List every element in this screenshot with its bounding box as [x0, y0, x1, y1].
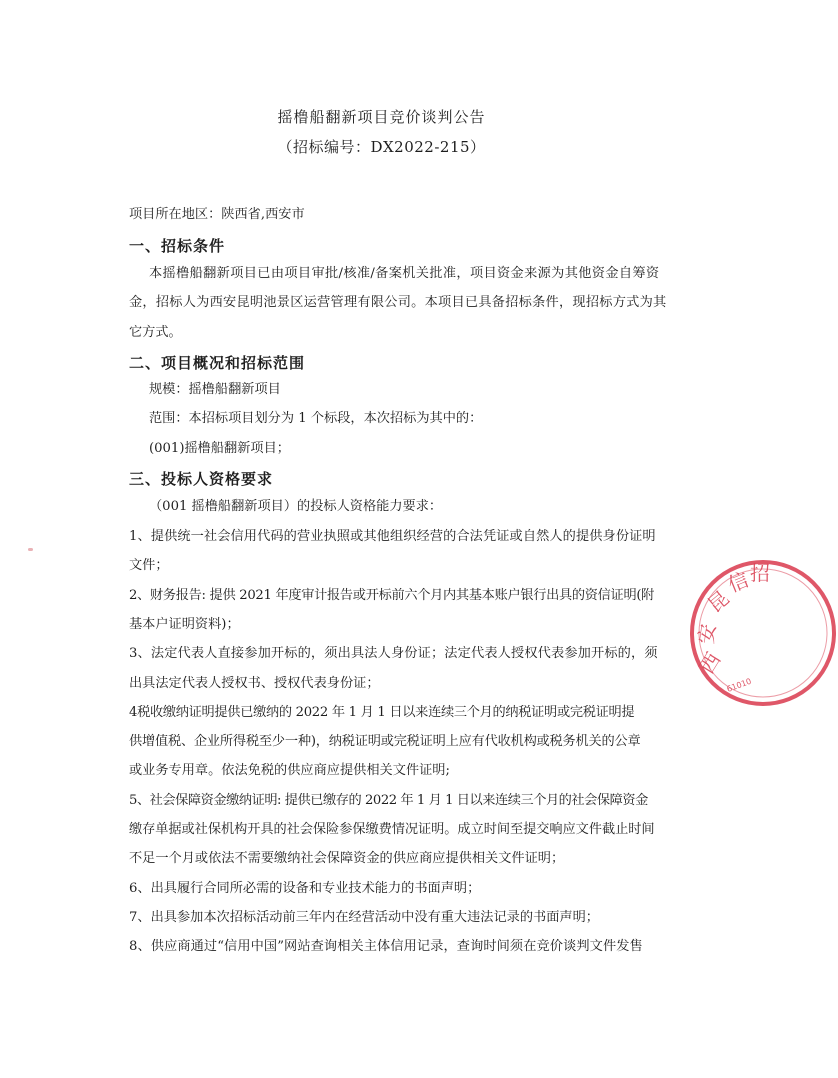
section-heading-overview: 二、项目概况和招标范围: [129, 354, 306, 372]
section-3-line-12: 缴存单据或社保机构开具的社会保险参保缴费情况证明。成立时间至提交响应文件截止时间: [129, 822, 655, 837]
section-3-line-15: 7、出具参加本次招标活动前三年内在经营活动中没有重大违法记录的书面声明；: [129, 910, 599, 925]
section-2-line-3: (001)摇橹船翻新项目；: [149, 441, 290, 456]
section-3-line-3: 文件；: [129, 558, 169, 573]
section-3-line-4: 2、财务报告: 提供 2021 年度审计报告或开标前六个月内其基本账户银行出具的资信证明(附: [129, 588, 655, 603]
section-1-line-3: 它方式。: [129, 325, 182, 340]
section-3-line-5: 基本户证明资料)；: [129, 617, 240, 632]
section-3-line-14: 6、出具履行合同所必需的设备和专业技术能力的书面声明；: [129, 881, 481, 896]
section-3-line-11: 5、社会保障资金缴纳证明: 提供已缴存的 2022 年 1 月 1 日以来连续三个月的社会保障资金: [129, 793, 648, 808]
section-3-line-8: 4税收缴纳证明提供已缴纳的 2022 年 1 月 1 日以来连续三个月的纳税证明或完税证明提: [129, 705, 635, 720]
scan-speck: [28, 548, 33, 551]
svg-text:西: 西: [694, 648, 726, 678]
section-3-line-6: 3、法定代表人直接参加开标的，须出具法人身份证；法定代表人授权代表参加开标的，须: [129, 646, 658, 661]
document-subtitle: （招标编号：DX2022-215）: [277, 138, 486, 156]
section-heading-qualifications: 三、投标人资格要求: [129, 470, 274, 488]
section-3-line-9: 供增值税、企业所得税至少一种)，纳税证明或完税证明上应有代收机构或税务机关的公章: [129, 734, 641, 749]
section-3-line-10: 或业务专用章。依法免税的供应商应提供相关文件证明;: [129, 763, 450, 778]
svg-text:安: 安: [693, 622, 721, 646]
svg-text:61010: 61010: [725, 676, 753, 694]
section-1-line-1: 本摇橹船翻新项目已由项目审批/核准/备案机关批准，项目资金来源为其他资金自筹资: [149, 266, 660, 281]
section-3-line-2: 1、提供统一社会信用代码的营业执照或其他组织经营的合法凭证或自然人的提供身份证明: [129, 529, 656, 544]
location-line: 项目所在地区：陕西省,西安市: [129, 207, 305, 222]
section-3-line-13: 不足一个月或依法不需要缴纳社会保障资金的供应商应提供相关文件证明；: [129, 851, 565, 866]
svg-text:信: 信: [724, 567, 752, 598]
section-heading-conditions: 一、招标条件: [129, 237, 226, 255]
section-3-line-7: 出具法定代表人授权书、授权代表身份证；: [129, 676, 380, 691]
section-1-line-2: 金，招标人为西安昆明池景区运营管理有限公司。本项目已具备招标条件，现招标方式为其: [129, 295, 667, 310]
section-2-line-2: 范围：本招标项目划分为 1 个标段，本次招标为其中的：: [149, 411, 483, 426]
svg-text:昆: 昆: [702, 585, 734, 618]
section-3-line-16: 8、供应商通过“信用中国”网站查询相关主体信用记录，查询时间须在竞价谈判文件发售: [129, 939, 643, 954]
section-3-line-1: （001 摇橹船翻新项目）的投标人资格能力要求：: [149, 499, 443, 514]
section-2-line-1: 规模：摇橹船翻新项目: [149, 382, 281, 397]
svg-text:招: 招: [750, 561, 770, 585]
official-seal-stamp: [688, 558, 838, 708]
document-title: 摇橹船翻新项目竞价谈判公告: [277, 108, 486, 126]
